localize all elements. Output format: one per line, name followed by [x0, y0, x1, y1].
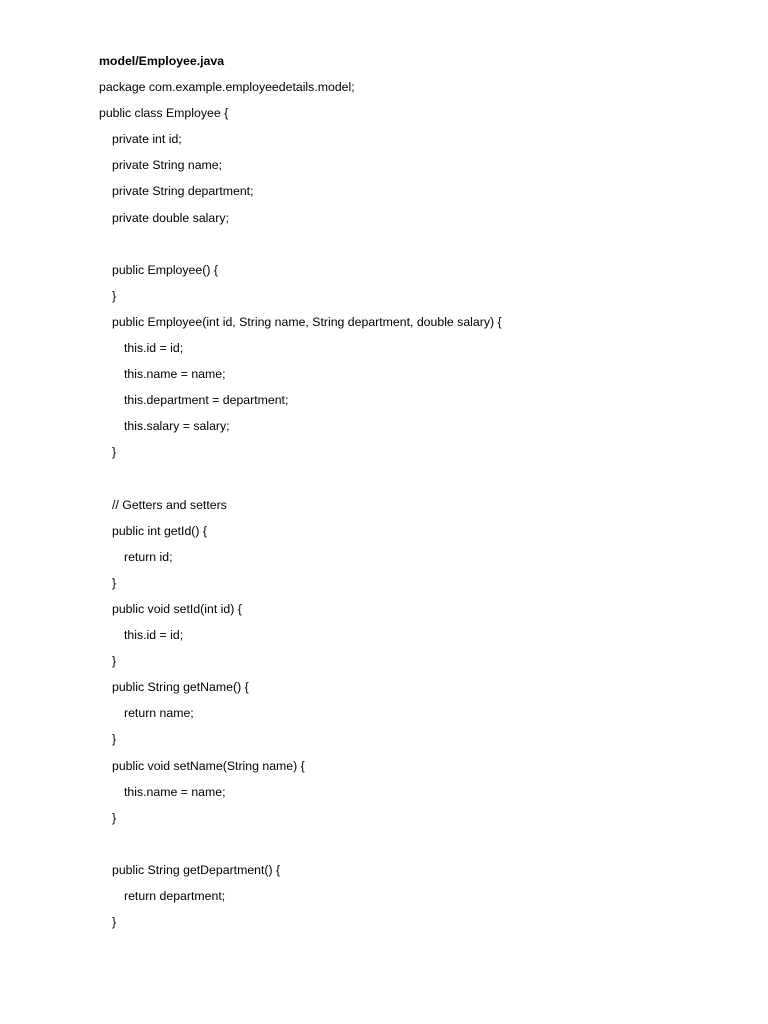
code-line: return id;	[124, 549, 173, 564]
code-line: private double salary;	[112, 210, 229, 225]
file-title: model/Employee.java	[99, 54, 225, 68]
code-line: this.name = name;	[124, 784, 226, 799]
code-line: }	[112, 810, 117, 825]
code-line: // Getters and setters	[112, 497, 227, 512]
code-line: public void setName(String name) {	[112, 758, 305, 773]
blank-line	[99, 231, 719, 257]
code-line: this.department = department;	[124, 393, 289, 408]
code-line: return name;	[124, 706, 194, 721]
blank-line	[99, 466, 719, 492]
code-line: private String name;	[112, 158, 223, 173]
code-line: public int getId() {	[112, 523, 208, 538]
code-line: public String getName() {	[112, 680, 249, 695]
blank-line	[99, 831, 719, 857]
code-line: }	[112, 654, 117, 669]
code-line: }	[112, 732, 117, 747]
code-line: public Employee(int id, String name, String department, double salary) {	[112, 314, 502, 329]
code-line: }	[112, 575, 117, 590]
code-line: this.id = id;	[124, 341, 184, 356]
code-line: private int id;	[112, 132, 182, 147]
code-line: public Employee() {	[112, 262, 218, 277]
code-line: }	[112, 445, 117, 460]
code-line: package com.example.employeedetails.model;	[99, 80, 355, 95]
code-line: this.id = id;	[124, 628, 184, 643]
code-line: public void setId(int id) {	[112, 601, 242, 616]
code-line: public class Employee {	[99, 106, 229, 121]
code-line: }	[112, 288, 117, 303]
code-listing	[99, 48, 719, 935]
code-line: private String department;	[112, 184, 254, 199]
code-lines	[99, 74, 719, 935]
code-line: return department;	[124, 889, 226, 903]
code-line: public String getDepartment() {	[112, 862, 281, 877]
code-line: this.name = name;	[124, 367, 226, 382]
code-line: this.salary = salary;	[124, 419, 230, 434]
code-line: }	[112, 915, 117, 930]
